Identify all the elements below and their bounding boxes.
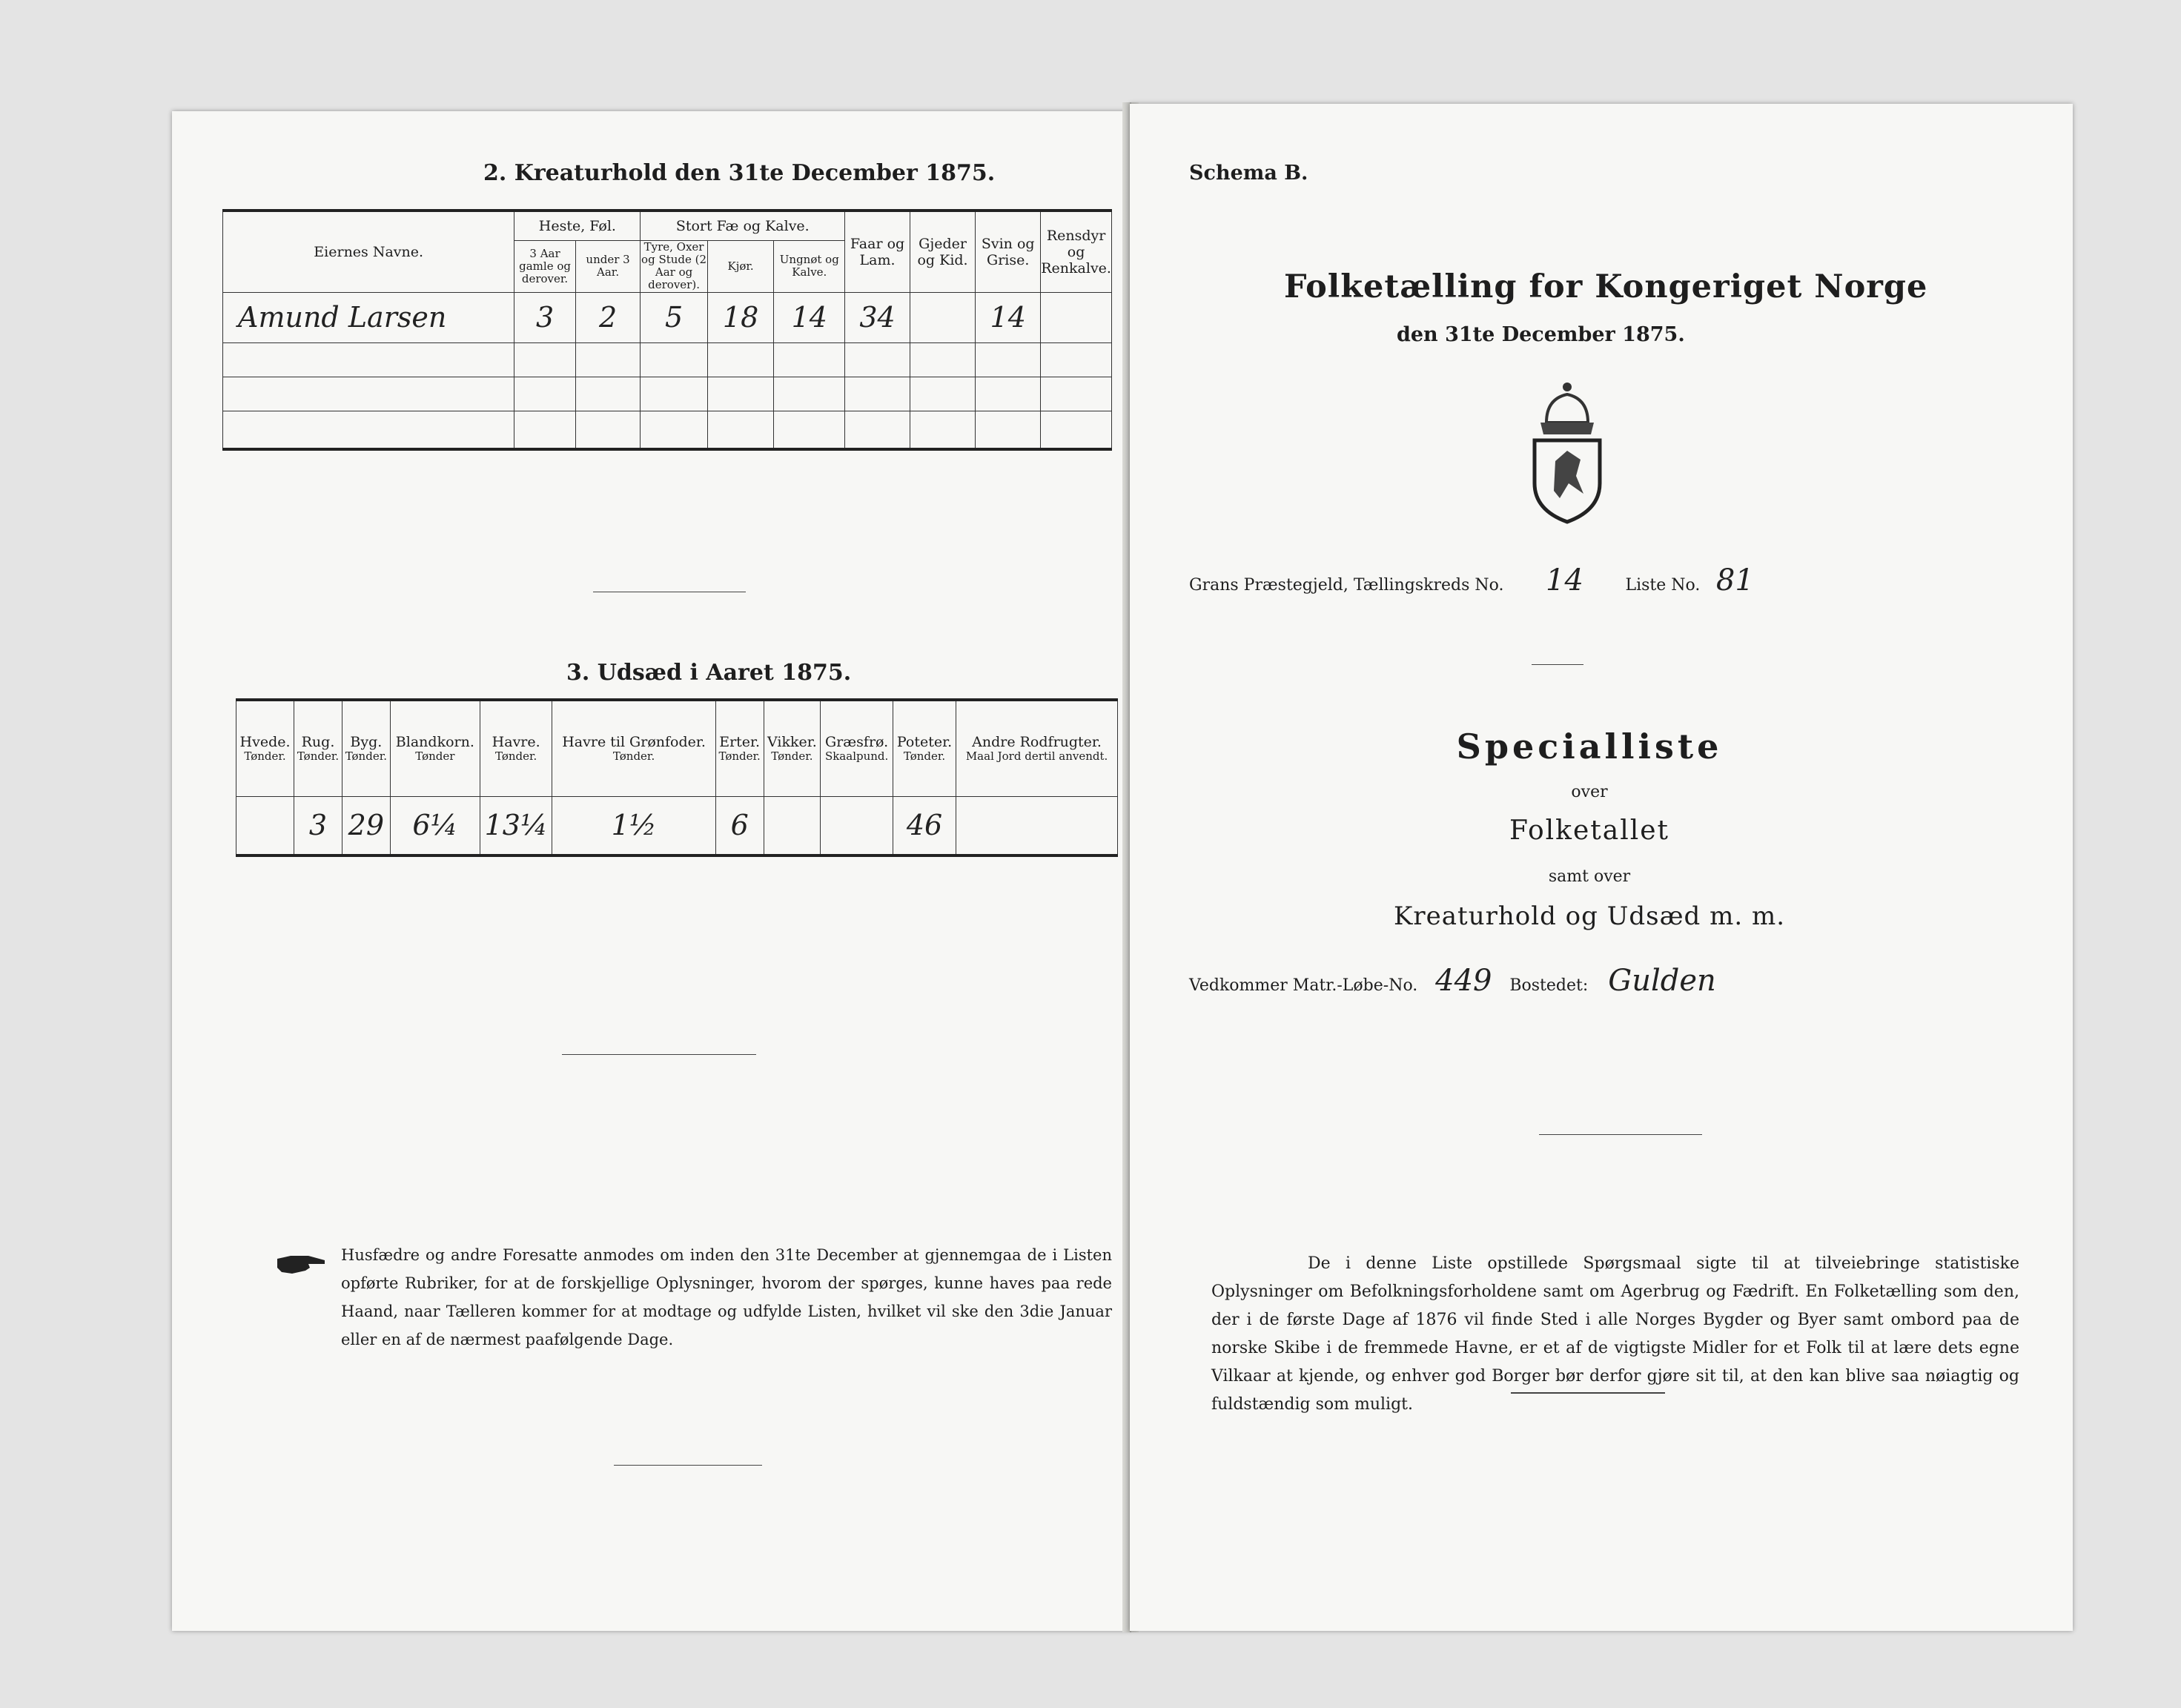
sowing-header-4: Havre. Tønder. — [480, 700, 552, 796]
value-horses-young: 2 — [575, 292, 641, 342]
header-bulls: Tyre, Oxer og Stude (2 Aar og derover). — [641, 240, 707, 291]
value-pigs: 14 — [976, 292, 1041, 342]
sowing-header-9: Poteter. Tønder. — [893, 700, 956, 796]
header-goats: Gjeder og Kid. — [910, 211, 975, 292]
header-owner: Eiernes Navne. — [223, 211, 514, 292]
header-reindeer: Rensdyr og Renkalve. — [1041, 211, 1112, 292]
district-label: Grans Præstegjeld, Tællingskreds No. — [1189, 576, 1504, 595]
sowing-value-7 — [764, 796, 821, 855]
matr-number: 449 — [1435, 964, 1492, 998]
norwegian-coat-of-arms-icon — [1524, 380, 1610, 525]
sowing-header-10: Andre Rodfrugter. Maal Jord dertil anvendt. — [956, 700, 1118, 796]
sowing-header-3: Blandkorn. Tønder — [390, 700, 480, 796]
sowing-value-10 — [956, 796, 1118, 855]
section-2-title: 2. Kreaturhold den 31te December 1875. — [483, 160, 996, 186]
instructions-notice: Husfædre og andre Foresatte anmodes om inden den 31te December at gjennemgaa de i Listen opførte Rubriker, for at de forskjellige Oplysninger, hvorom der spørges, kunne haves paa rede Haand, naar Tælleren kommer for at modtage og udfylde Listen, hvilket vil ske den 3die Januar eller en af de nærmest paafølgende Dage. — [341, 1246, 1112, 1348]
sowing-value-1: 3 — [294, 796, 342, 855]
sowing-value-6: 6 — [715, 796, 764, 855]
header-horses: Heste, Føl. — [514, 211, 641, 240]
separator-rule — [1532, 664, 1583, 665]
right-page — [1130, 104, 2073, 1631]
section-3-title: 3. Udsæd i Aaret 1875. — [566, 660, 852, 686]
sowing-value-0 — [236, 796, 294, 855]
value-goats — [910, 292, 975, 342]
kreaturhold-text: Kreaturhold og Udsæd m. m. — [1393, 901, 1785, 931]
sowing-header-2: Byg. Tønder. — [342, 700, 390, 796]
livestock-table — [222, 209, 1112, 451]
sowing-header-0: Hvede. Tønder. — [236, 700, 294, 796]
value-cows: 18 — [707, 292, 774, 342]
left-page — [172, 111, 1130, 1631]
matr-label: Vedkommer Matr.-Løbe-No. — [1189, 976, 1418, 995]
value-bulls: 5 — [641, 292, 707, 342]
samt-over-text: samt over — [1548, 867, 1631, 886]
separator-rule — [1539, 1134, 1702, 1135]
sowing-value-3: 6¼ — [390, 796, 480, 855]
list-label: Liste No. — [1625, 576, 1701, 595]
specialliste-heading: Specialliste — [1456, 726, 1723, 767]
district-line — [1189, 563, 2005, 598]
sowing-value-2: 29 — [342, 796, 390, 855]
sowing-value-9: 46 — [893, 796, 956, 855]
header-young-cattle: Ungnøt og Kalve. — [774, 240, 845, 292]
sowing-header-1: Rug. Tønder. — [294, 700, 342, 796]
over-text: over — [1571, 783, 1608, 801]
header-horses-young: under 3 Aar. — [575, 240, 641, 292]
owner-name: Amund Larsen — [223, 292, 514, 342]
sowing-value-5: 1½ — [552, 796, 715, 855]
value-reindeer — [1041, 292, 1112, 342]
separator-rule — [562, 1054, 756, 1055]
folketallet-text: Folketallet — [1509, 815, 1670, 846]
value-sheep: 34 — [845, 292, 910, 342]
header-horses-old: 3 Aar gamle og derover. — [514, 240, 575, 292]
header-sheep: Faar og Lam. — [845, 211, 910, 292]
separator-rule — [1511, 1392, 1665, 1394]
sowing-header-8: Græsfrø. Skaalpund. — [821, 700, 893, 796]
header-cows: Kjør. — [707, 240, 774, 292]
list-number: 81 — [1715, 563, 1754, 598]
bosted-value: Gulden — [1608, 964, 1716, 998]
sowing-table — [236, 698, 1118, 857]
document-title: Folketælling for Kongeriget Norge — [1284, 268, 1928, 305]
schema-label: Schema B. — [1189, 162, 1308, 185]
sowing-value-8 — [821, 796, 893, 855]
explanatory-paragraph: De i denne Liste opstillede Spørgsmaal sigte til at tilveiebringe statistiske Oplysninger om Befolkningsforholdene samt om Agerbrug og Fædrift. En Folketælling som den, der i de første Dage af 1876 vil finde Sted i alle Norges Bygder og Byer samt ombord paa de norske Skibe i de fremmede Havne, er et af de vigtigste Midler for et Folk til at lære dets egne Vilkaar at kjende, og enhver god Borger bør derfor gjøre sit til, at den kan blive saa nøiagtig og fuldstændig som muligt. — [1211, 1254, 2019, 1414]
header-cattle: Stort Fæ og Kalve. — [641, 211, 845, 240]
district-number: 14 — [1546, 563, 1583, 598]
census-date: den 31te December 1875. — [1397, 323, 1685, 346]
separator-rule — [614, 1465, 762, 1466]
sowing-header-6: Erter. Tønder. — [715, 700, 764, 796]
bosted-label: Bostedet: — [1509, 976, 1589, 995]
value-young-cattle: 14 — [774, 292, 845, 342]
sowing-header-7: Vikker. Tønder. — [764, 700, 821, 796]
matr-line — [1189, 964, 2005, 998]
header-pigs: Svin og Grise. — [976, 211, 1041, 292]
pointing-hand-icon — [276, 1248, 328, 1278]
sowing-header-5: Havre til Grønfoder. Tønder. — [552, 700, 715, 796]
value-horses-old: 3 — [514, 292, 575, 342]
sowing-value-4: 13¼ — [480, 796, 552, 855]
